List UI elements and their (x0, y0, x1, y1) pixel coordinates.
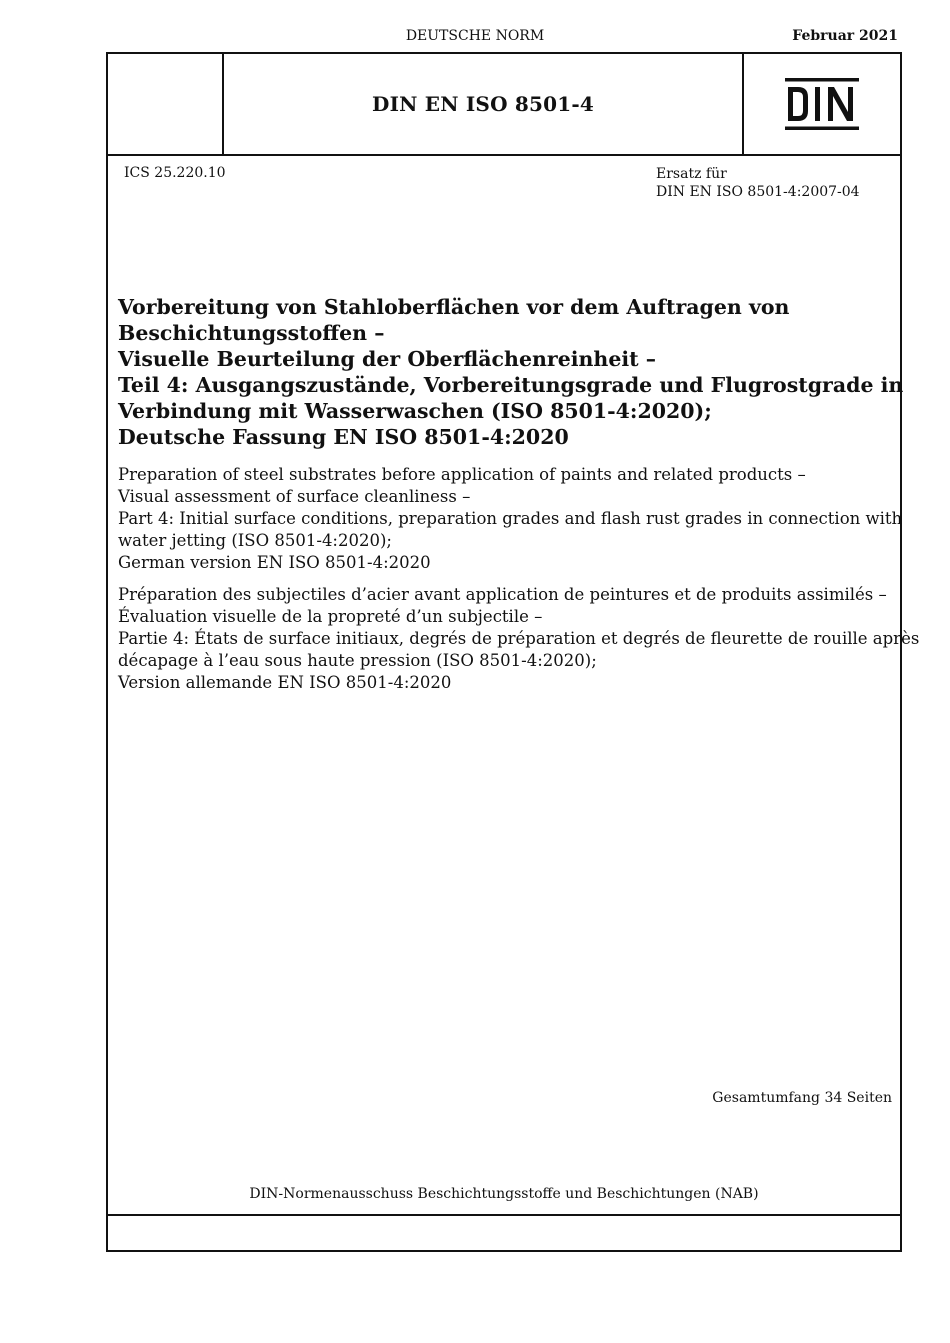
header-logo-cell (744, 54, 900, 154)
english-title-line: Preparation of steel substrates before application of paints and related products – (118, 465, 806, 484)
document-number: DIN EN ISO 8501-4 (372, 92, 594, 116)
committee-name: DIN-Normenausschuss Beschichtungsstoffe und Beschichtungen (NAB) (249, 1186, 759, 1202)
title-line: Verbindung mit Wasserwaschen (ISO 8501-4:2020); (118, 399, 712, 423)
french-title-line: Partie 4: États de surface initiaux, degrés de préparation et degrés de fleurette de rouille après (118, 629, 920, 648)
english-title-line: Visual assessment of surface cleanliness – (118, 487, 471, 506)
english-title-line: water jetting (ISO 8501-4:2020); (118, 531, 392, 550)
ics-code: ICS 25.220.10 (124, 165, 226, 181)
header-row (108, 54, 900, 156)
document-frame (106, 52, 920, 1252)
title-line: Beschichtungsstoffen – (118, 321, 385, 345)
french-title-line: Évaluation visuelle de la propreté d’un subjectile – (118, 607, 543, 626)
french-title (118, 584, 920, 694)
header-number-cell (224, 54, 744, 154)
french-title-line: décapage à l’eau sous haute pression (ISO 8501-4:2020); (118, 651, 597, 670)
english-title-line: German version EN ISO 8501-4:2020 (118, 553, 431, 572)
french-title-line: Version allemande EN ISO 8501-4:2020 (118, 673, 452, 692)
footer-divider (108, 1214, 900, 1216)
title-line: Deutsche Fassung EN ISO 8501-4:2020 (118, 425, 569, 449)
title-line: Teil 4: Ausgangszustände, Vorbereitungsgrade und Flugrostgrade in (118, 373, 904, 397)
title-line: Visuelle Beurteilung der Oberflächenreinheit – (118, 347, 657, 371)
norm-type-label: DEUTSCHE NORM (405, 28, 545, 44)
header-empty-cell (108, 54, 224, 154)
replaces-document: DIN EN ISO 8501-4:2007-04 (656, 184, 860, 200)
german-title (118, 294, 904, 450)
din-logo (785, 78, 859, 130)
total-pages: Gesamtumfang 34 Seiten (712, 1090, 892, 1106)
english-title-line: Part 4: Initial surface conditions, preparation grades and flash rust grades in connection with (118, 509, 903, 528)
title-line: Vorbereitung von Stahloberflächen vor dem Auftragen von (118, 295, 790, 319)
issue-date: Februar 2021 (792, 28, 898, 44)
french-title-line: Préparation des subjectiles d’acier avant application de peintures et de produits assimilés – (118, 585, 887, 604)
english-title (118, 464, 903, 574)
replaces-info (656, 165, 860, 201)
replaces-label: Ersatz für (656, 166, 727, 182)
